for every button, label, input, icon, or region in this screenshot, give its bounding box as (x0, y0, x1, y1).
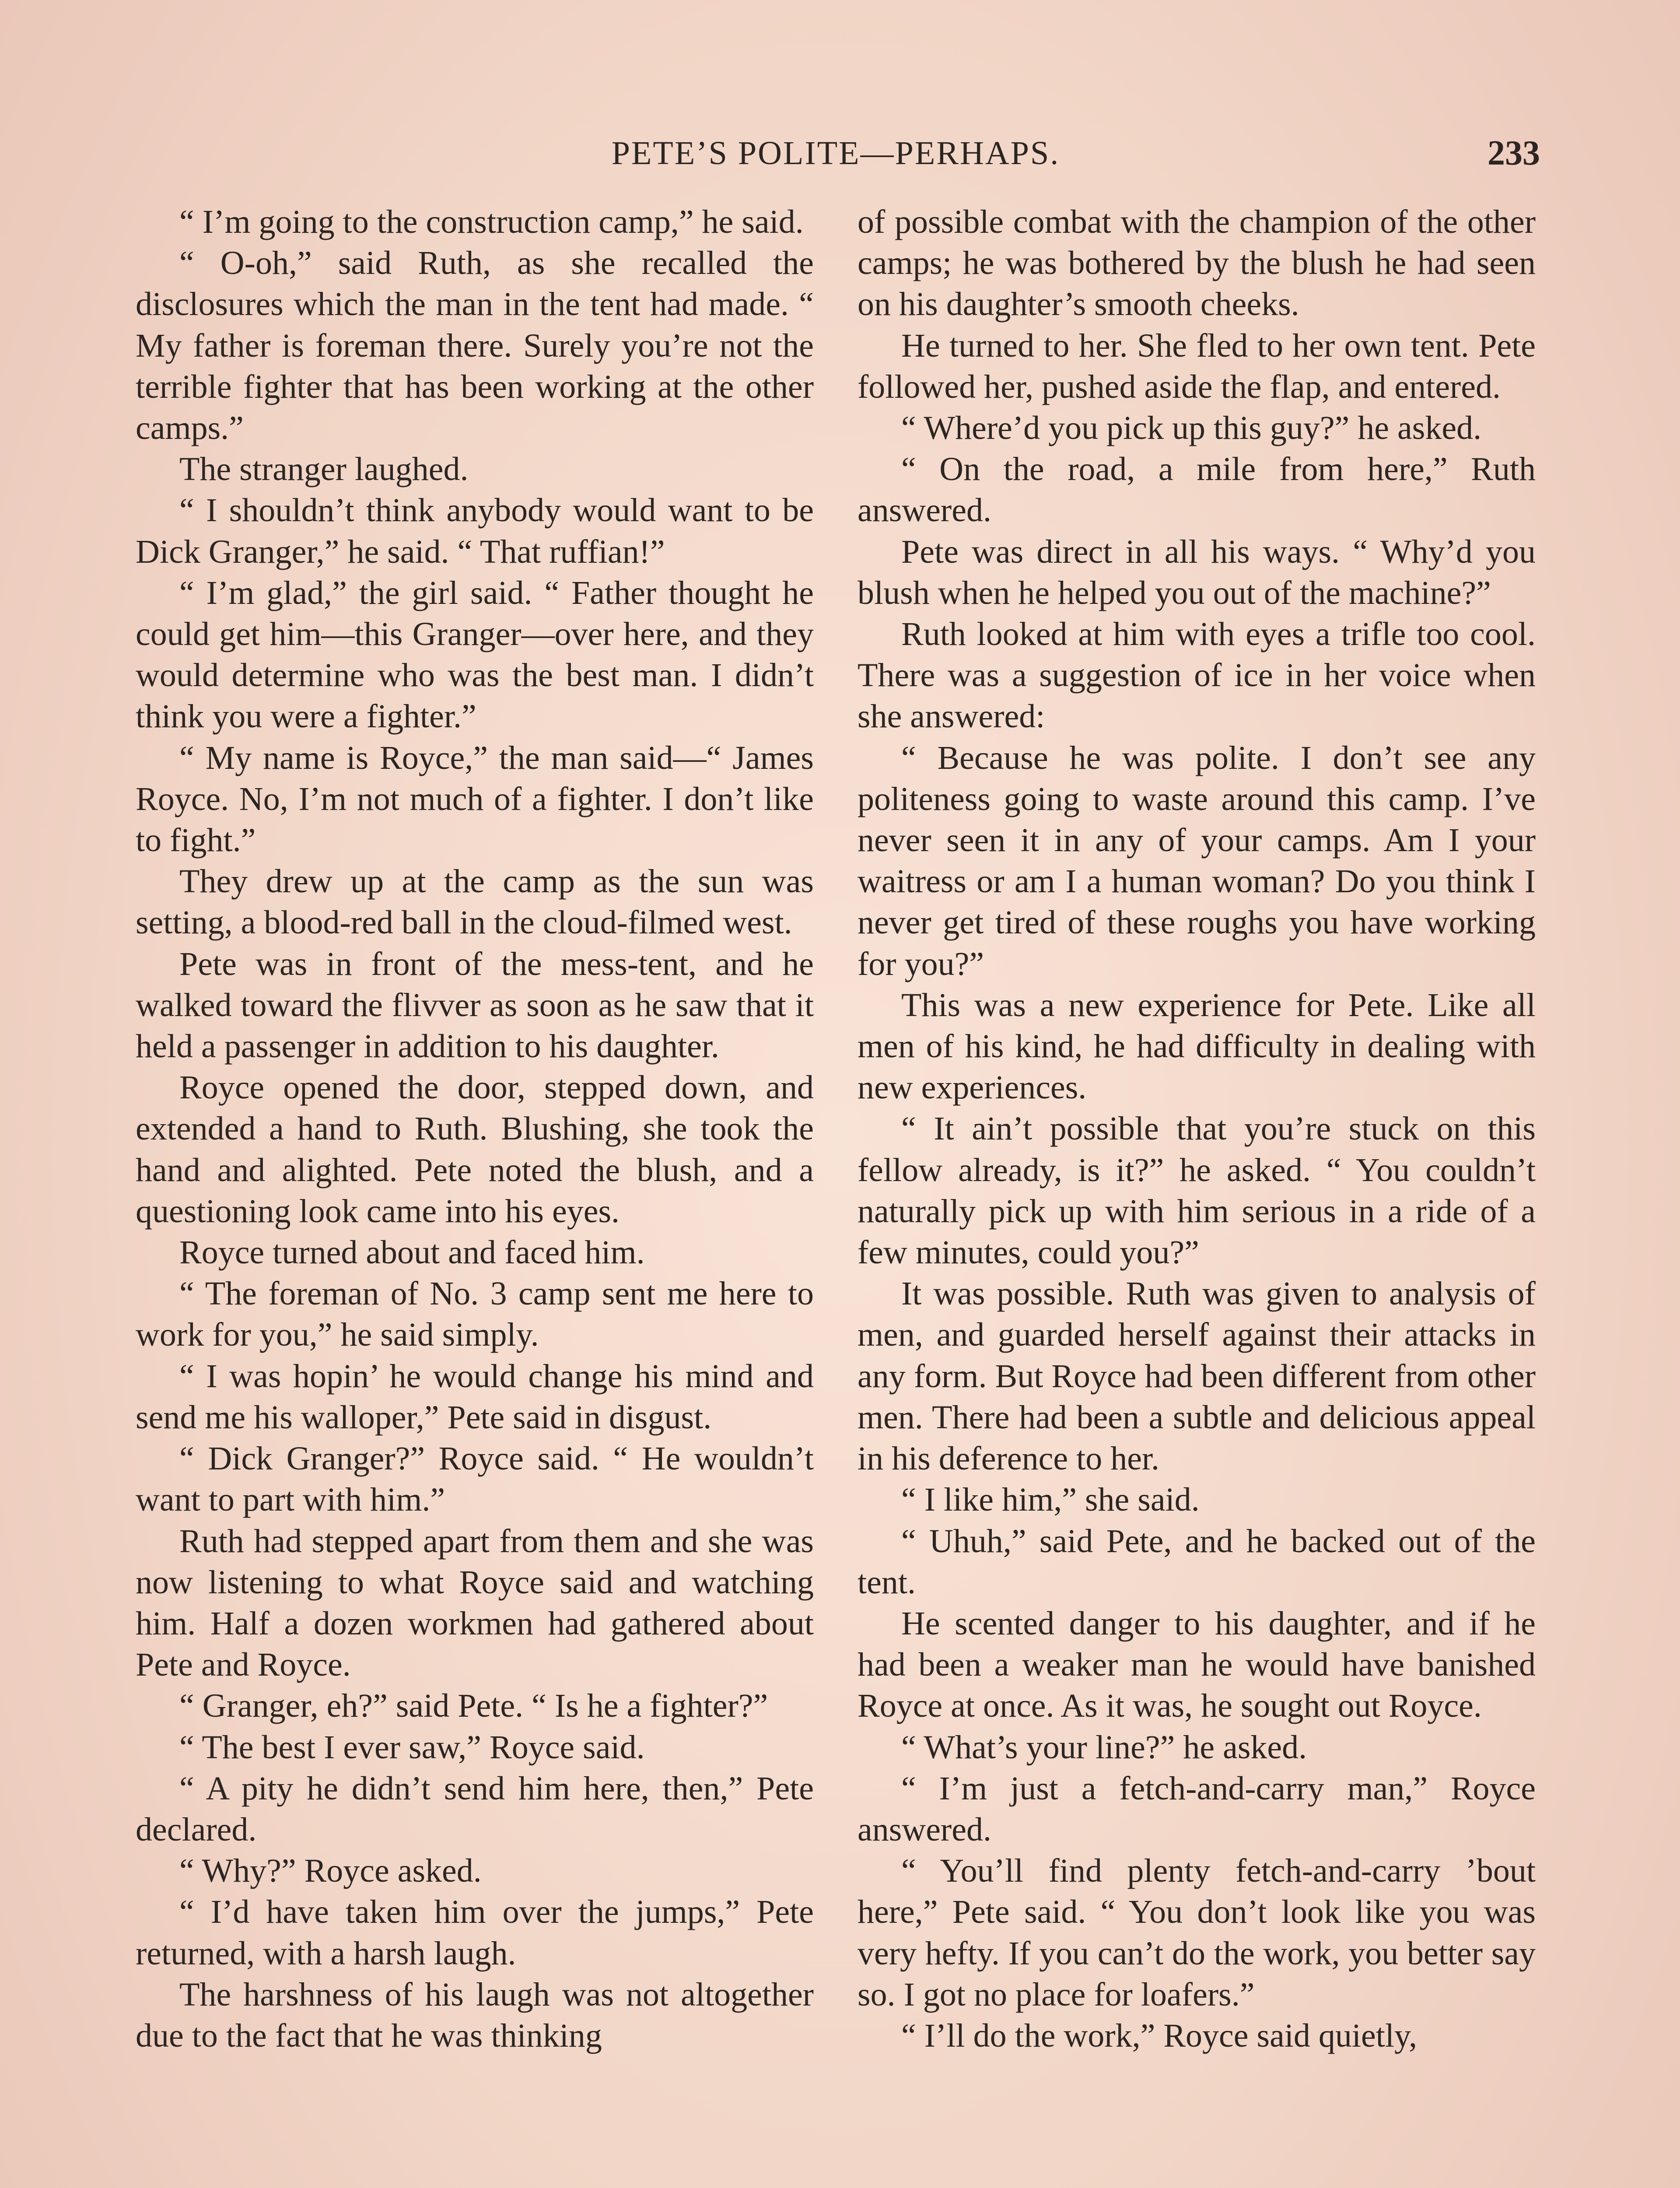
left-column (136, 201, 814, 2056)
paragraph: Royce turned about and faced him. (179, 1234, 645, 1271)
paragraph: “ I’m glad,” the girl said. “ Father thought he could get him—this Granger—over here, and they would determine who was the best man. I didn’t think you were a fighter.” (136, 574, 814, 735)
paragraph: “ I shouldn’t think anybody would want to be Dick Granger,” he said. “ That ruffian!” (136, 492, 814, 570)
paragraph: “ I’m going to the construction camp,” he said. (179, 203, 804, 240)
paragraph: “ Where’d you pick up this guy?” he asked. (901, 410, 1482, 447)
paragraph: Ruth looked at him with eyes a trifle too cool. There was a suggestion of ice in her voice when she answered: (858, 616, 1536, 735)
paragraph: “ Dick Granger?” Royce said. “ He wouldn’t want to part with him.” (136, 1440, 814, 1518)
paragraph: “ Uhuh,” said Pete, and he backed out of the tent. (858, 1522, 1536, 1601)
paragraph: Ruth had stepped apart from them and she was now listening to what Royce said and watching him. Half a dozen workmen had gathered about Pete and Royce. (136, 1522, 814, 1683)
paragraph: They drew up at the camp as the sun was setting, a blood-red ball in the cloud-filmed west. (136, 863, 814, 941)
paragraph: “ O-oh,” said Ruth, as she recalled the disclosures which the man in the tent had made. “ My father is foreman there. Surely you’re not the terrible fighter that has been working at the other camps.” (136, 245, 814, 447)
paragraph: The harshness of his laugh was not altogether due to the fact that he was thinking (136, 1976, 814, 2054)
paragraph: He scented danger to his daughter, and if he had been a weaker man he would have banished Royce at once. As it was, he sought out Royce. (858, 1605, 1536, 1725)
paragraph: Pete was in front of the mess-tent, and he walked toward the flivver as soon as he saw that it held a passenger in addition to his daughter. (136, 945, 814, 1065)
paragraph-continued: of possible combat with the champion of the other camps; he was bothered by the blush he had seen on his daughter’s smooth cheeks. (858, 203, 1536, 323)
running-title: PETE’S POLITE—PERHAPS. (611, 135, 1060, 172)
paragraph: “ The best I ever saw,” Royce said. (179, 1729, 645, 1766)
paragraph: “ I’m just a fetch-and-carry man,” Royce answered. (858, 1770, 1536, 1848)
paragraph: The stranger laughed. (179, 451, 469, 488)
paragraph: “ It ain’t possible that you’re stuck on this fellow already, is it?” he asked. “ You couldn’t naturally pick up with him serious in a ride of a few minutes, could you?” (858, 1110, 1536, 1271)
paragraph: Pete was direct in all his ways. “ Why’d you blush when he helped you out of the machine?” (858, 533, 1536, 611)
paragraph: “ I’ll do the work,” Royce said quietly, (901, 2017, 1418, 2054)
paragraph: “ My name is Royce,” the man said—“ James Royce. No, I’m not much of a fighter. I don’t like to fight.” (136, 739, 814, 859)
paragraph: “ Granger, eh?” said Pete. “ Is he a fighter?” (179, 1687, 768, 1725)
paragraph: “ I like him,” she said. (901, 1481, 1200, 1518)
paragraph: “ I’d have taken him over the jumps,” Pete returned, with a harsh laugh. (136, 1893, 814, 1972)
right-column (858, 201, 1536, 2056)
paragraph: “ On the road, a mile from here,” Ruth answered. (858, 451, 1536, 529)
running-header (131, 127, 1540, 179)
paragraph: It was possible. Ruth was given to analysis of men, and guarded herself against their attacks in any form. But Royce had been different from other men. There had been a subtle and delicious appeal in his deference to her. (858, 1275, 1536, 1477)
paragraph: This was a new experience for Pete. Like all men of his kind, he had difficulty in dealing with new experiences. (858, 986, 1536, 1106)
paragraph: Royce opened the door, stepped down, and extended a hand to Ruth. Blushing, she took the hand and alighted. Pete noted the blush, and a questioning look came into his eyes. (136, 1069, 814, 1230)
paragraph: “ Why?” Royce asked. (179, 1852, 482, 1890)
paragraph: “ The foreman of No. 3 camp sent me here to work for you,” he said simply. (136, 1275, 814, 1353)
paragraph: “ What’s your line?” he asked. (901, 1729, 1307, 1766)
page-number: 233 (1488, 134, 1540, 172)
paragraph: He turned to her. She fled to her own tent. Pete followed her, pushed aside the flap, and entered. (858, 327, 1536, 405)
paragraph: “ I was hopin’ he would change his mind and send me his walloper,” Pete said in disgust. (136, 1357, 814, 1436)
paragraph: “ Because he was polite. I don’t see any politeness going to waste around this camp. I’ve never seen it in any of your camps. Am I your waitress or am I a human woman? Do you think I never get tired of these roughs you have working for you?” (858, 739, 1536, 982)
paragraph: “ You’ll find plenty fetch-and-carry ’bout here,” Pete said. “ You don’t look like you was very hefty. If you can’t do the work, you better say so. I got no place for loafers.” (858, 1852, 1536, 2013)
paragraph: “ A pity he didn’t send him here, then,” Pete declared. (136, 1770, 814, 1848)
